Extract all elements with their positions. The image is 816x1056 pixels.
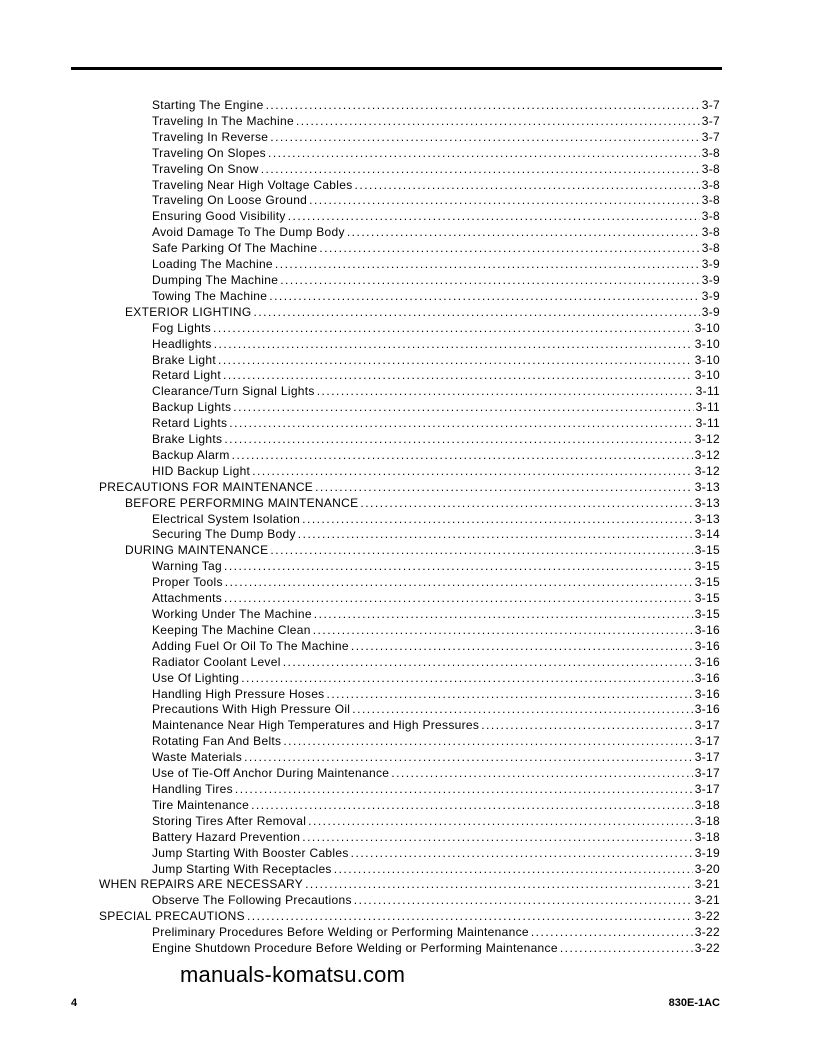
toc-entry-page: 3-18: [694, 797, 720, 812]
toc-entry[interactable]: [152, 797, 720, 813]
dot-leader: [351, 845, 693, 861]
toc-entry-page: 3-20: [694, 861, 720, 876]
toc-entry-page: 3-15: [694, 591, 720, 606]
dot-leader: [309, 192, 700, 208]
toc-entry[interactable]: [152, 733, 720, 749]
dot-leader: [288, 208, 700, 224]
toc-entry[interactable]: [152, 590, 720, 606]
toc-entry-page: 3-8: [701, 209, 720, 224]
toc-entry-page: 3-17: [694, 734, 720, 749]
toc-entry-title: Jump Starting With Booster Cables: [152, 845, 349, 860]
toc-entry[interactable]: [152, 161, 720, 177]
dot-leader: [360, 495, 692, 511]
toc-entry-title: Precautions With High Pressure Oil: [152, 702, 351, 717]
toc-entry[interactable]: [99, 479, 720, 495]
toc-entry-title: HID Backup Light: [152, 463, 251, 478]
toc-entry[interactable]: [152, 813, 720, 829]
toc-entry-title: Radiator Coolant Level: [152, 654, 281, 669]
dot-leader: [270, 129, 699, 145]
toc-entry-page: 3-14: [694, 527, 720, 542]
toc-entry[interactable]: [152, 463, 720, 479]
toc-entry[interactable]: [152, 367, 720, 383]
toc-entry-title: Avoid Damage To The Dump Body: [152, 225, 345, 240]
toc-entry-title: Attachments: [152, 591, 222, 606]
toc-entry-page: 3-10: [694, 352, 720, 367]
toc-entry[interactable]: [152, 113, 720, 129]
dot-leader: [224, 431, 692, 447]
toc-entry-title: Waste Materials: [152, 750, 243, 765]
toc-entry-page: 3-8: [701, 241, 720, 256]
dot-leader: [354, 892, 693, 908]
dot-leader: [269, 288, 700, 304]
toc-entry-page: 3-19: [694, 845, 720, 860]
toc-entry-page: 3-7: [701, 129, 720, 144]
dot-leader: [214, 336, 693, 352]
toc-entry[interactable]: [152, 861, 720, 877]
dot-leader: [319, 240, 699, 256]
toc-entry-page: 3-8: [701, 225, 720, 240]
toc-entry-page: 3-10: [694, 336, 720, 351]
toc-entry-title: Towing The Machine: [152, 288, 268, 303]
toc-entry[interactable]: [152, 526, 720, 542]
toc-entry[interactable]: [152, 511, 720, 527]
toc-entry-page: 3-16: [694, 670, 720, 685]
toc-entry-page: 3-9: [701, 257, 720, 272]
dot-leader: [224, 558, 693, 574]
toc-entry-title: Traveling In The Machine: [152, 113, 294, 128]
toc-entry-page: 3-7: [701, 98, 720, 112]
dot-leader: [326, 686, 692, 702]
toc-entry-page: 3-10: [694, 320, 720, 335]
dot-leader: [305, 876, 693, 892]
dot-leader: [296, 113, 700, 129]
toc-entry-page: 3-18: [694, 813, 720, 828]
toc-entry-title: Preliminary Procedures Before Welding or Performing Maintenance: [152, 925, 529, 940]
toc-entry-title: Proper Tools: [152, 575, 223, 590]
toc-entry[interactable]: [152, 892, 720, 908]
toc-entry-page: 3-9: [701, 304, 720, 319]
toc-entry[interactable]: [152, 670, 720, 686]
toc-entry-page: 3-11: [695, 416, 720, 431]
toc-entry[interactable]: [152, 240, 720, 256]
toc-entry[interactable]: [99, 876, 720, 892]
toc-entry-title: Keeping The Machine Clean: [152, 622, 311, 637]
dot-leader: [241, 670, 693, 686]
toc-entry[interactable]: [152, 654, 720, 670]
toc-entry-title: Battery Hazard Prevention: [152, 829, 301, 844]
toc-entry-title: SPECIAL PRECAUTIONS: [99, 909, 245, 924]
toc-entry-title: DURING MAINTENANCE: [125, 543, 269, 558]
toc-entry[interactable]: [152, 288, 720, 304]
header-rule: [71, 67, 722, 70]
toc-entry-title: Headlights: [152, 336, 212, 351]
toc-entry-title: Ensuring Good Visibility: [152, 209, 286, 224]
toc-entry-title: Observe The Following Precautions: [152, 893, 352, 908]
toc-entry-title: Tire Maintenance: [152, 797, 250, 812]
dot-leader: [298, 526, 693, 542]
toc-entry-page: 3-16: [694, 622, 720, 637]
dot-leader: [315, 479, 693, 495]
toc-entry[interactable]: [152, 701, 720, 717]
toc-entry-title: Maintenance Near High Temperatures and High Pressures: [152, 718, 480, 733]
toc-entry[interactable]: [152, 765, 720, 781]
toc-entry-page: 3-16: [694, 638, 720, 653]
dot-leader: [352, 701, 693, 717]
toc-entry-page: 3-11: [695, 384, 720, 399]
toc-entry-page: 3-15: [694, 575, 720, 590]
dot-leader: [225, 574, 693, 590]
dot-leader: [224, 590, 693, 606]
toc-entry-title: Jump Starting With Receptacles: [152, 861, 332, 876]
dot-leader: [283, 654, 693, 670]
toc-entry[interactable]: [125, 542, 720, 558]
footer-doc-id: 830E-1AC: [668, 997, 720, 1009]
dot-leader: [280, 272, 700, 288]
toc-entry-page: 3-13: [694, 479, 720, 494]
toc-entry-title: Engine Shutdown Procedure Before Welding or Performing Maintenance: [152, 941, 558, 956]
toc-entry-page: 3-8: [701, 145, 720, 160]
toc-entry-page: 3-17: [694, 781, 720, 796]
toc-entry-title: Handling High Pressure Hoses: [152, 686, 325, 701]
toc-entry[interactable]: [99, 908, 720, 924]
toc-entry-title: Loading The Machine: [152, 257, 273, 272]
dot-leader: [229, 415, 693, 431]
toc-entry[interactable]: [152, 940, 720, 956]
toc-entry-page: 3-9: [701, 272, 720, 287]
toc-entry-title: Traveling On Loose Ground: [152, 193, 308, 208]
toc-entry[interactable]: [152, 208, 720, 224]
dot-leader: [531, 924, 693, 940]
dot-leader: [391, 765, 693, 781]
toc-entry-page: 3-8: [701, 161, 720, 176]
dot-leader: [266, 97, 700, 113]
toc-entry[interactable]: [152, 717, 720, 733]
toc-entry-page: 3-17: [694, 750, 720, 765]
toc-entry[interactable]: [152, 256, 720, 272]
dot-leader: [302, 829, 693, 845]
dot-leader: [283, 733, 692, 749]
toc-entry-title: Rotating Fan And Belts: [152, 734, 282, 749]
toc-entry-title: Adding Fuel Or Oil To The Machine: [152, 638, 349, 653]
dot-leader: [233, 399, 693, 415]
toc-entry-title: EXTERIOR LIGHTING: [125, 304, 252, 319]
dot-leader: [317, 383, 694, 399]
dot-leader: [253, 304, 699, 320]
toc-entry-title: Traveling On Snow: [152, 161, 259, 176]
toc-entry-page: 3-13: [694, 495, 720, 510]
toc-entry[interactable]: [152, 336, 720, 352]
toc-entry-page: 3-12: [694, 447, 720, 462]
toc-entry[interactable]: [152, 558, 720, 574]
toc-entry-title: Working Under The Machine: [152, 607, 312, 621]
toc-entry-title: Retard Light: [152, 368, 221, 383]
toc-entry-title: Clearance/Turn Signal Lights: [152, 384, 315, 399]
toc-entry-page: 3-10: [694, 368, 720, 383]
dot-leader: [355, 177, 700, 193]
toc-entry[interactable]: [152, 415, 720, 431]
toc-entry[interactable]: [152, 97, 720, 113]
toc-entry-page: 3-11: [695, 400, 720, 415]
toc-entry-page: 3-9: [701, 288, 720, 303]
toc-entry[interactable]: [152, 192, 720, 208]
toc-entry-page: 3-21: [694, 877, 720, 892]
dot-leader: [268, 145, 700, 161]
toc-entry[interactable]: [152, 829, 720, 845]
toc-entry[interactable]: [152, 399, 720, 415]
dot-leader: [275, 256, 700, 272]
toc-entry[interactable]: [152, 686, 720, 702]
dot-leader: [232, 447, 693, 463]
toc-entry[interactable]: [152, 749, 720, 765]
dot-leader: [560, 940, 693, 956]
toc-entry-title: Starting The Engine: [152, 98, 264, 112]
watermark: manuals-komatsu.com: [180, 962, 406, 987]
toc-entry-page: 3-8: [701, 193, 720, 208]
table-of-contents: [0, 97, 816, 956]
toc-entry-page: 3-15: [694, 559, 720, 574]
dot-leader: [251, 797, 693, 813]
toc-entry-title: Retard Lights: [152, 416, 228, 431]
dot-leader: [247, 908, 693, 924]
toc-entry-title: PRECAUTIONS FOR MAINTENANCE: [99, 479, 314, 494]
toc-entry-title: Fog Lights: [152, 320, 212, 335]
dot-leader: [313, 622, 693, 638]
toc-entry-title: BEFORE PERFORMING MAINTENANCE: [125, 495, 359, 510]
dot-leader: [244, 749, 693, 765]
toc-entry-title: Use Of Lighting: [152, 670, 240, 685]
footer-page-number: 4: [71, 997, 78, 1009]
toc-entry-page: 3-16: [694, 686, 720, 701]
toc-entry[interactable]: [152, 447, 720, 463]
dot-leader: [351, 638, 693, 654]
dot-leader: [481, 717, 693, 733]
toc-entry-title: Traveling On Slopes: [152, 145, 266, 160]
toc-entry[interactable]: [152, 431, 720, 447]
toc-entry-title: Storing Tires After Removal: [152, 813, 307, 828]
toc-entry[interactable]: [152, 845, 720, 861]
toc-entry[interactable]: [152, 224, 720, 240]
toc-entry-page: 3-17: [694, 766, 720, 781]
toc-entry-page: 3-22: [694, 925, 720, 940]
toc-entry-title: Traveling In Reverse: [152, 129, 269, 144]
dot-leader: [213, 320, 693, 336]
toc-entry-page: 3-13: [694, 511, 720, 526]
toc-entry-title: Use of Tie-Off Anchor During Maintenance: [152, 766, 390, 781]
toc-entry-page: 3-21: [694, 893, 720, 908]
dot-leader: [223, 367, 693, 383]
toc-entry-page: 3-16: [694, 702, 720, 717]
toc-entry[interactable]: [152, 622, 720, 638]
toc-entry[interactable]: [152, 272, 720, 288]
toc-entry-page: 3-15: [694, 543, 720, 558]
toc-entry-page: 3-22: [694, 941, 720, 956]
dot-leader: [334, 861, 693, 877]
toc-entry-title: Safe Parking Of The Machine: [152, 241, 318, 256]
dot-leader: [314, 606, 693, 622]
dot-leader: [270, 542, 692, 558]
toc-entry[interactable]: [125, 495, 720, 511]
dot-leader: [235, 781, 693, 797]
toc-entry[interactable]: [125, 304, 720, 320]
toc-entry-title: Handling Tires: [152, 781, 233, 796]
dot-leader: [308, 813, 693, 829]
toc-entry-page: 3-7: [701, 113, 720, 128]
toc-entry[interactable]: [152, 606, 720, 622]
toc-entry-page: 3-16: [694, 654, 720, 669]
toc-entry[interactable]: [152, 352, 720, 368]
toc-entry[interactable]: [152, 924, 720, 940]
toc-entry-page: 3-8: [701, 177, 720, 192]
toc-entry-page: 3-18: [694, 829, 720, 844]
toc-entry-page: 3-12: [694, 463, 720, 478]
toc-entry-title: Backup Alarm: [152, 447, 230, 462]
dot-leader: [252, 463, 693, 479]
toc-entry-title: Backup Lights: [152, 400, 232, 415]
toc-entry-title: Securing The Dump Body: [152, 527, 296, 542]
toc-entry-page: 3-15: [694, 607, 720, 621]
toc-entry[interactable]: [152, 574, 720, 590]
toc-entry[interactable]: [152, 177, 720, 193]
toc-entry-page: 3-22: [694, 909, 720, 924]
toc-entry-title: Brake Light: [152, 352, 217, 367]
toc-entry-title: Electrical System Isolation: [152, 511, 301, 526]
toc-entry-title: Warning Tag: [152, 559, 223, 574]
toc-entry[interactable]: [152, 781, 720, 797]
dot-leader: [302, 511, 693, 527]
toc-entry[interactable]: [152, 383, 720, 399]
dot-leader: [347, 224, 700, 240]
toc-entry-title: WHEN REPAIRS ARE NECESSARY: [99, 877, 304, 892]
toc-entry-title: Dumping The Machine: [152, 272, 279, 287]
dot-leader: [261, 161, 700, 177]
toc-entry-page: 3-17: [694, 718, 720, 733]
toc-entry-title: Brake Lights: [152, 432, 223, 447]
dot-leader: [218, 352, 693, 368]
toc-entry-title: Traveling Near High Voltage Cables: [152, 177, 353, 192]
toc-entry[interactable]: [152, 320, 720, 336]
toc-entry[interactable]: [152, 129, 720, 145]
toc-entry[interactable]: [152, 145, 720, 161]
toc-entry-page: 3-12: [694, 432, 720, 447]
toc-entry[interactable]: [152, 638, 720, 654]
